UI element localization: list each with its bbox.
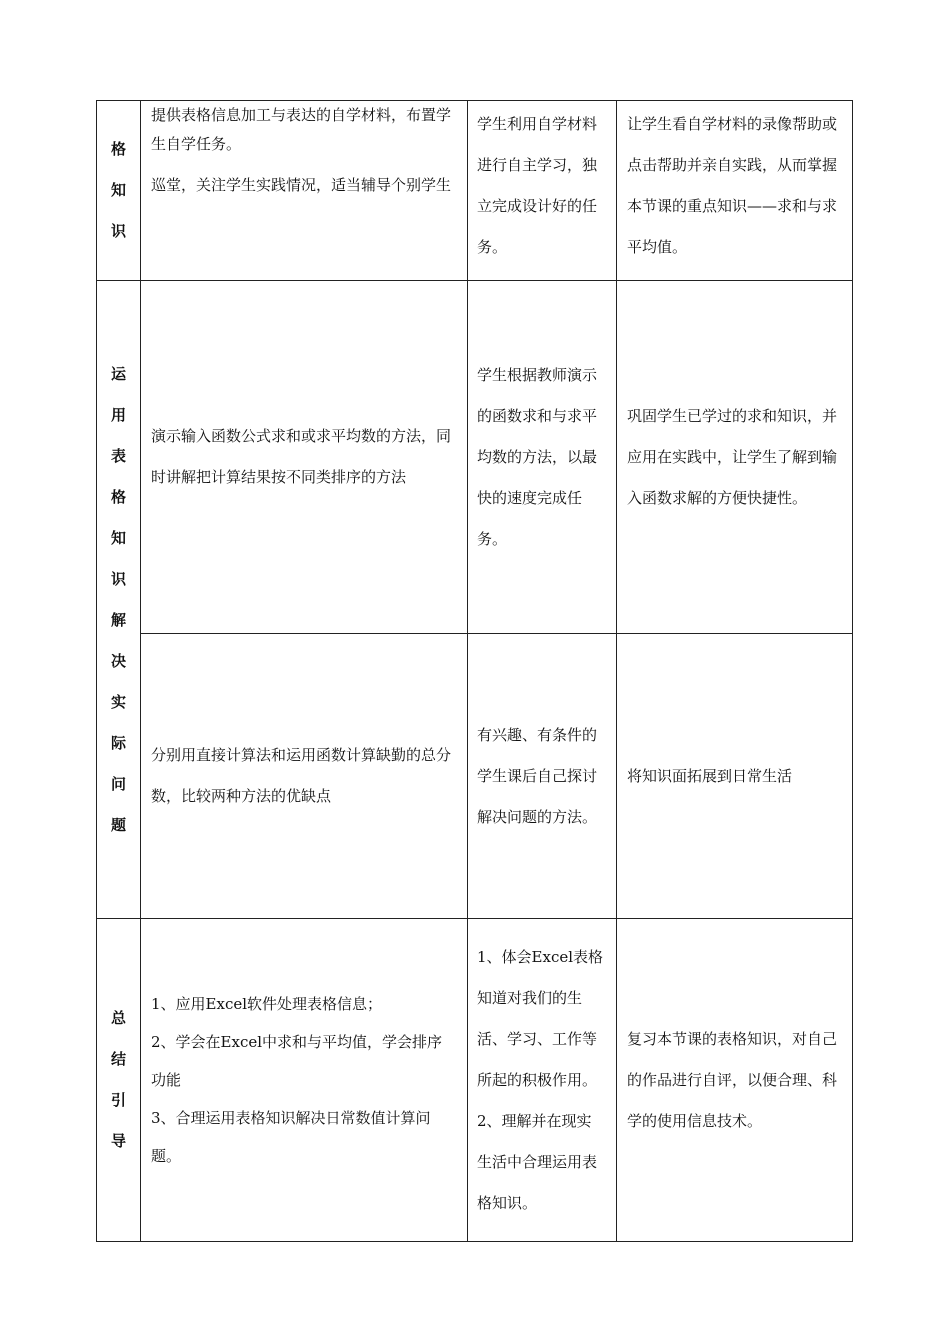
stage-char: 问 [110,774,126,793]
teacher-activity-cell [141,634,468,919]
design-purpose-text: 将知识面拓展到日常生活 [627,766,793,785]
stage-char: 引 [110,1091,126,1109]
student-activity-cell [468,281,617,634]
stage-char: 表 [110,446,126,465]
design-purpose-text: 让学生看自学材料的录像帮助或点击帮助并亲自实践，从而掌握本节课的重点知识——求和与求平均值。 [627,115,838,256]
student-activity-cell [468,101,617,281]
student-activity-text: 1、体会Excel表格知道对我们的生活、学习、工作等所起的积极作用。 [477,947,604,1089]
stage-char: 格 [110,140,126,158]
design-purpose-cell [617,919,853,1242]
table-row [97,281,853,634]
design-purpose-cell [617,634,853,919]
table-row [97,101,853,281]
stage-char: 识 [110,222,126,240]
stage-cell [97,101,141,281]
teacher-activity-cell [141,281,468,634]
stage-char: 题 [110,815,126,834]
table-row [97,919,853,1242]
lesson-plan-table [96,100,853,1242]
table-row [97,634,853,919]
design-purpose-cell [617,101,853,281]
stage-char: 识 [110,569,126,588]
student-activity-text: 有兴趣、有条件的学生课后自己探讨解决问题的方法。 [477,725,598,826]
teacher-activity-text: 演示输入函数公式求和或求平均数的方法，同时讲解把计算结果按不同类排序的方法 [151,427,452,486]
teacher-activity-cell [141,101,468,281]
student-activity-cell [468,919,617,1242]
stage-char: 际 [110,733,126,752]
stage-char: 解 [110,610,126,629]
student-activity-text: 2、理解并在现实生活中合理运用表格知识。 [477,1111,598,1212]
stage-char: 实 [110,692,126,711]
teacher-activity-text: 2、学会在Excel中求和与平均值，学会排序功能 [151,1033,443,1089]
design-purpose-text: 复习本节课的表格知识，对自己的作品进行自评，以便合理、科学的使用信息技术。 [627,1029,838,1130]
stage-cell [97,281,141,919]
design-purpose-cell [617,281,853,634]
teacher-activity-text: 3、合理运用表格知识解决日常数值计算问题。 [151,1109,431,1165]
stage-char: 运 [110,364,126,383]
teacher-activity-cell [141,919,468,1242]
design-purpose-text: 巩固学生已学过的求和知识，并应用在实践中，让学生了解到输入函数求解的方便快捷性。 [627,406,838,507]
student-activity-text: 学生利用自学材料进行自主学习，独立完成设计好的任务。 [477,115,598,256]
stage-char: 知 [110,528,126,547]
stage-cell [97,919,141,1242]
teacher-activity-text: 1、应用Excel软件处理表格信息； [151,995,383,1013]
stage-char: 总 [110,1009,126,1027]
stage-char: 格 [110,487,126,506]
student-activity-text: 学生根据教师演示的函数求和与求平均数的方法，以最快的速度完成任务。 [477,365,598,548]
teacher-activity-text: 提供表格信息加工与表达的自学材料，布置学生自学任务。 [151,106,452,153]
stage-char: 用 [110,405,126,424]
stage-char: 导 [110,1132,126,1150]
teacher-activity-text: 巡堂，关注学生实践情况，适当辅导个别学生 [151,176,452,194]
stage-char: 结 [110,1050,126,1068]
stage-char: 知 [110,181,126,199]
stage-char: 决 [110,651,126,670]
teacher-activity-text: 分别用直接计算法和运用函数计算缺勤的总分数，比较两种方法的优缺点 [151,746,452,805]
student-activity-cell [468,634,617,919]
